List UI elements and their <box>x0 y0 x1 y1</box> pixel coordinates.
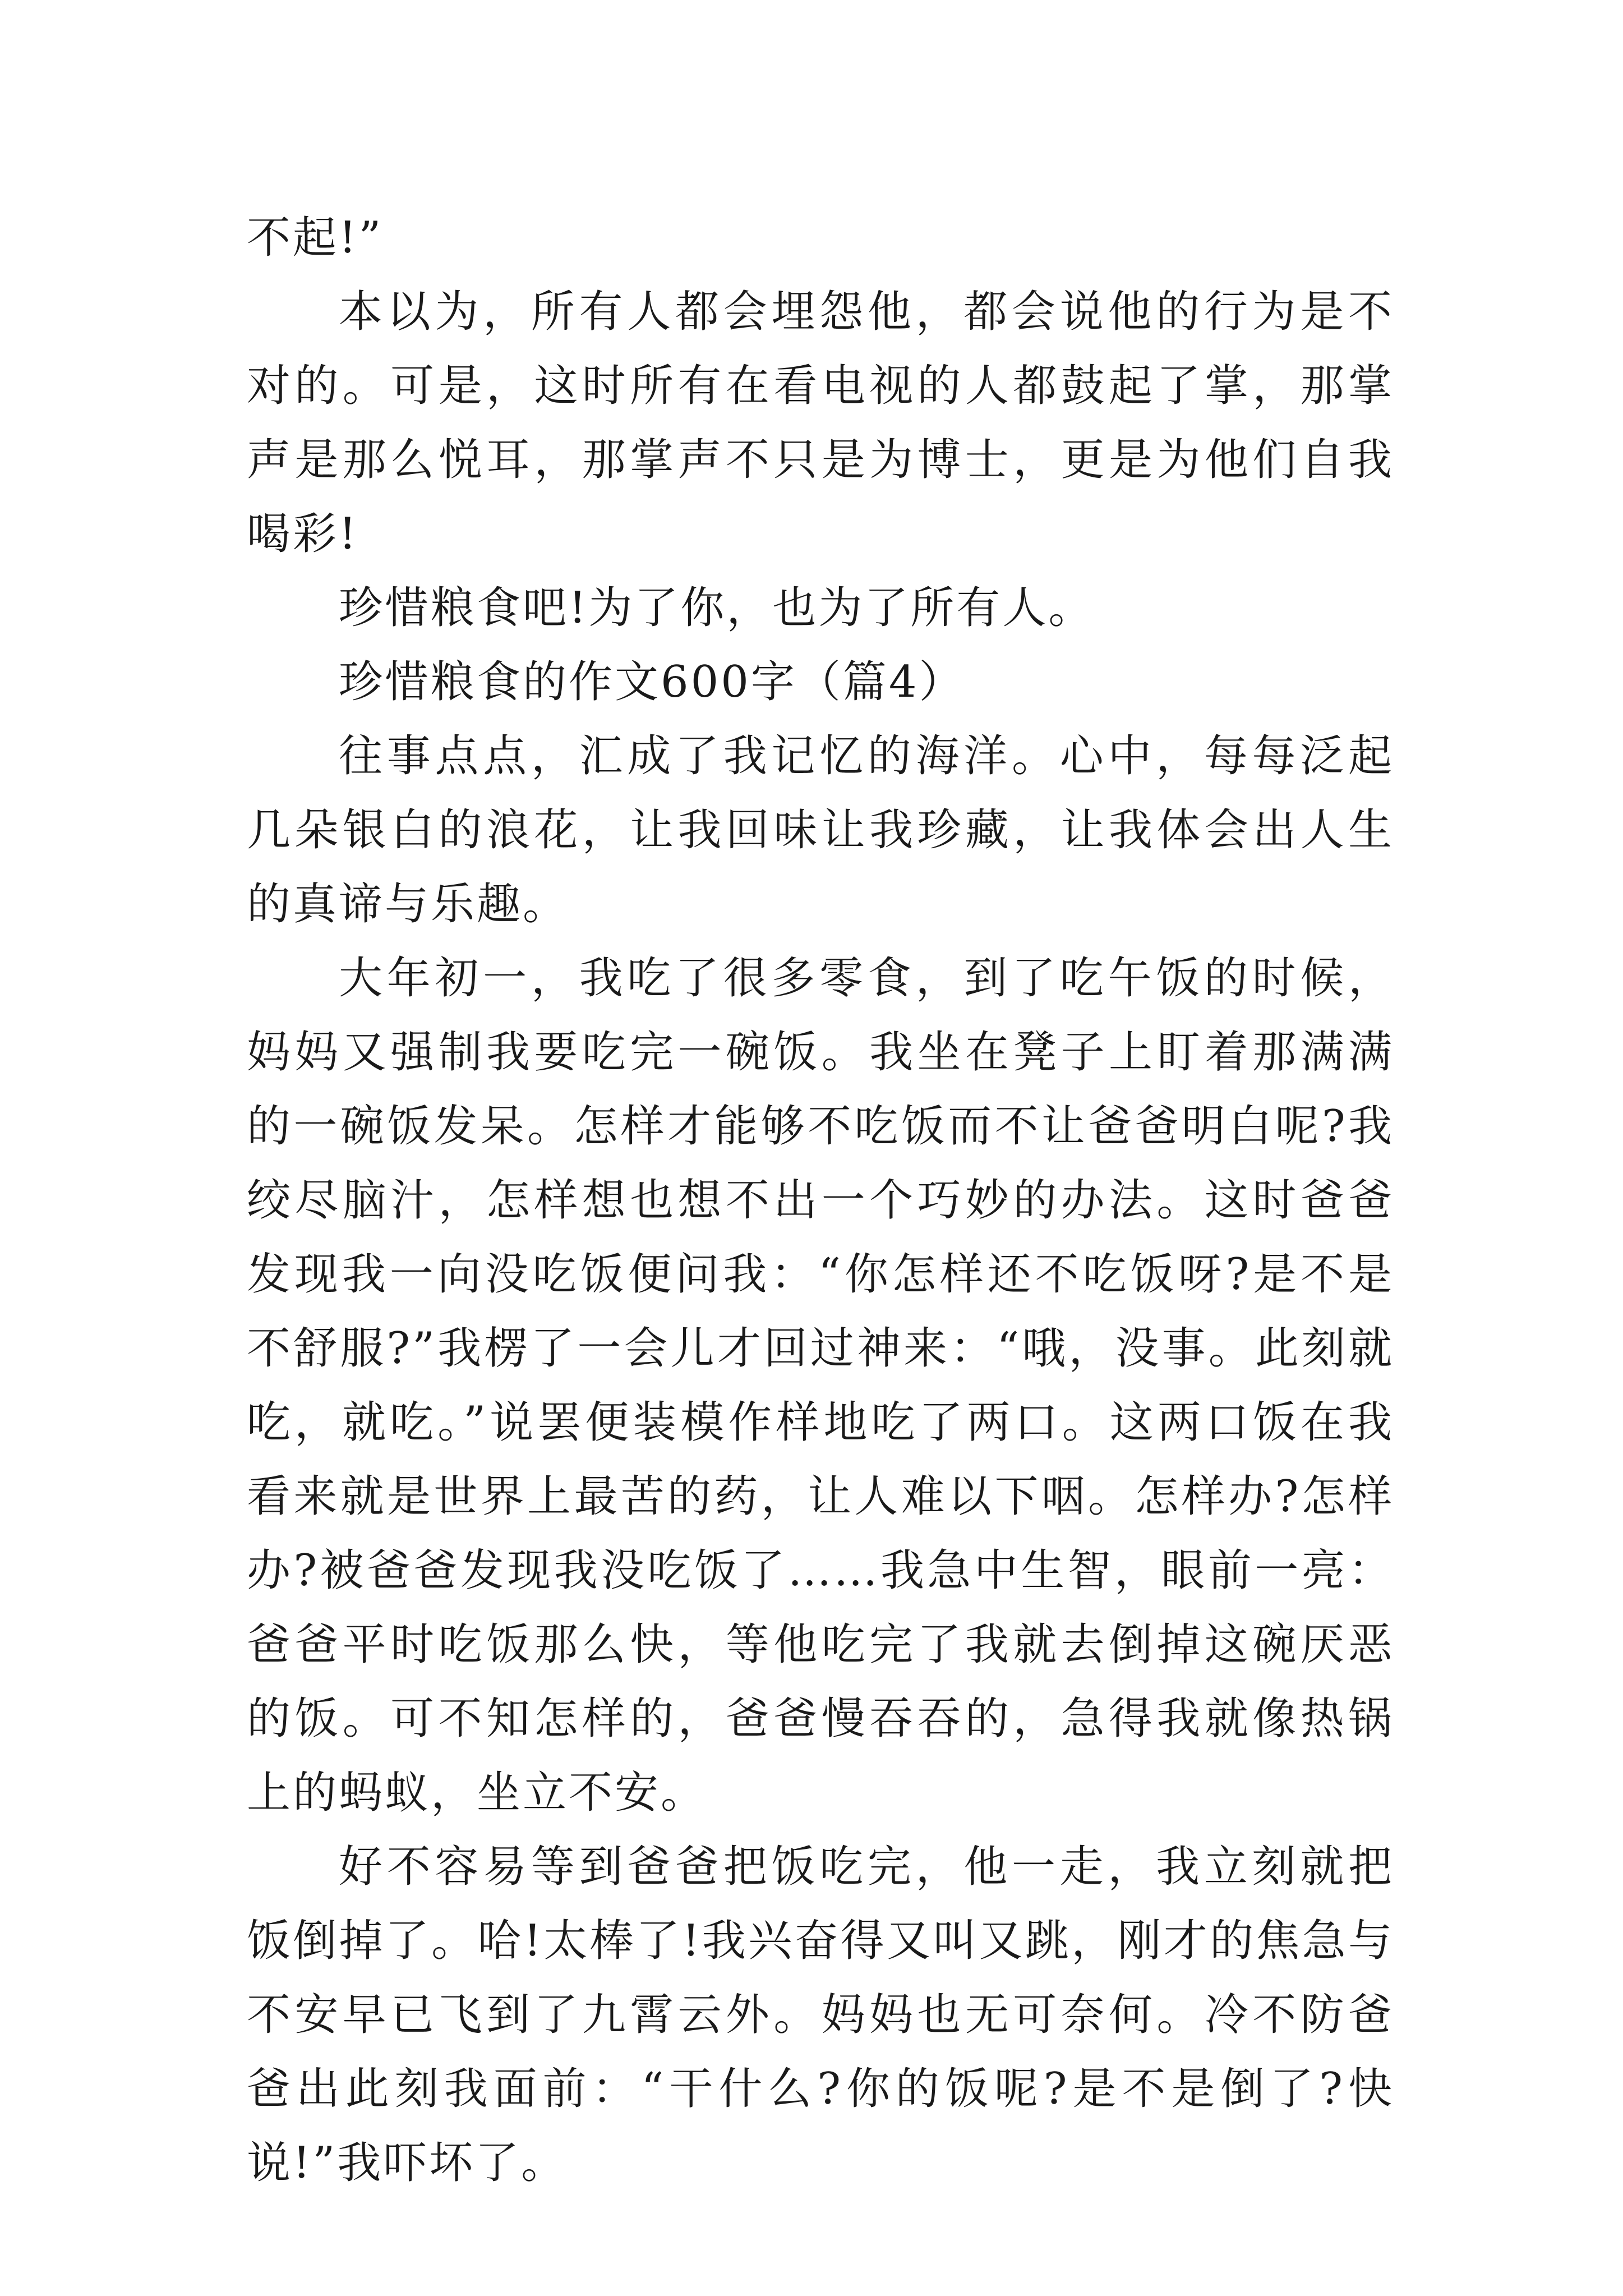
paragraph: 珍惜粮食吧!为了你，也为了所有人。 <box>339 583 1095 633</box>
section-heading: 珍惜粮食的作文600字（篇4） <box>339 657 965 707</box>
paragraph: 好不容易等到爸爸把饭吃完，他一走，我立刻就把饭倒掉了。哈!太棒了!我兴奋得又叫又跳，刚才的焦急与不安早已飞到了九霄云外。妈妈也无可奈何。冷不防爸爸出此刻我面前：“干什么?你的饭呢?是不是倒了?快说!”我吓坏了。 <box>247 1842 1394 2188</box>
paragraph: 不起!” <box>247 213 384 263</box>
document-body <box>247 201 1394 2200</box>
paragraph: 大年初一，我吃了很多零食，到了吃午饭的时候，妈妈又强制我要吃完一碗饭。我坐在凳子上盯着那满满的一碗饭发呆。怎样才能够不吃饭而不让爸爸明白呢?我绞尽脑汁，怎样想也想不出一个巧妙的办法。这时爸爸发现我一向没吃饭便问我：“你怎样还不吃饭呀?是不是不舒服?”我楞了一会儿才回过神来：“哦，没事。此刻就吃，就吃。”说罢便装模作样地吃了两口。这两口饭在我看来就是世界上最苦的药，让人难以下咽。怎样办?怎样办?被爸爸发现我没吃饭了……我急中生智，眼前一亮：爸爸平时吃饭那么快，等他吃完了我就去倒掉这碗厌恶的饭。可不知怎样的，爸爸慢吞吞的，急得我就像热锅上的蚂蚁，坐立不安。 <box>247 953 1394 1818</box>
paragraph: 本以为，所有人都会埋怨他，都会说他的行为是不对的。可是，这时所有在看电视的人都鼓起了掌，那掌声是那么悦耳，那掌声不只是为博士，更是为他们自我喝彩! <box>247 287 1394 559</box>
paragraph: 往事点点，汇成了我记忆的海洋。心中，每每泛起几朵银白的浪花，让我回味让我珍藏，让我体会出人生的真谛与乐趣。 <box>247 731 1394 930</box>
